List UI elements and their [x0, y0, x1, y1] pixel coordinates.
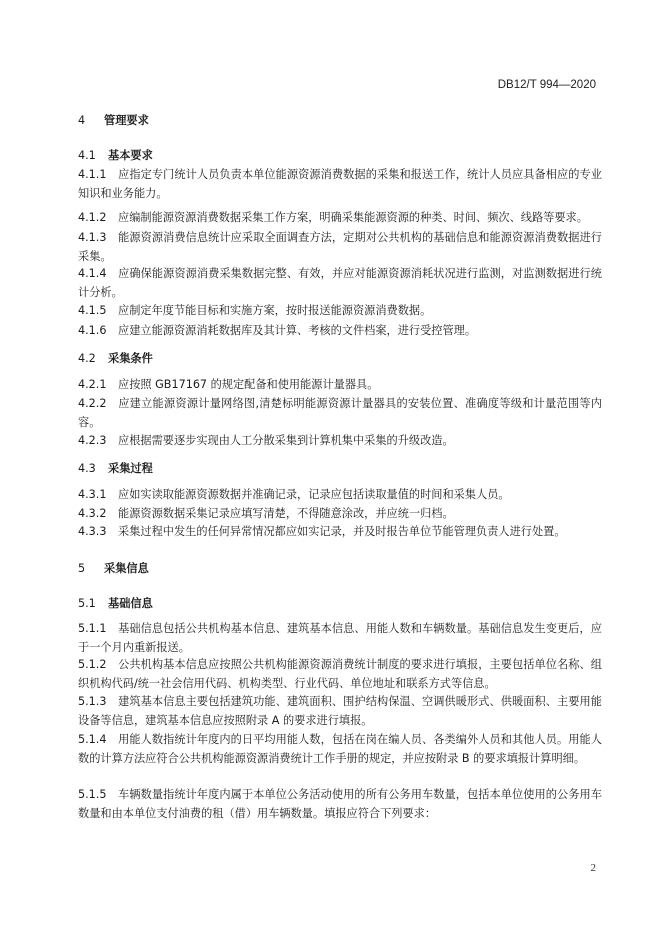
clause-paragraph: [78, 209, 602, 228]
header-rule: [78, 96, 596, 97]
clause-text: 应建立能源资源消耗数据库及其计算、考核的文件档案，进行受控管理。: [118, 324, 477, 337]
heading-title: 采集过程: [108, 462, 153, 475]
heading-title: 采集条件: [108, 352, 153, 365]
clause-number: 4.3.2: [78, 507, 107, 520]
document-code-header: DB12/T 994—2020: [497, 79, 596, 91]
clause-text: 应制定年度节能目标和实施方案，按时报送能源资源消费数据。: [118, 304, 432, 317]
subsection-heading: [78, 595, 602, 611]
clause-number: 4.1.2: [78, 211, 107, 224]
clause-paragraph: [78, 229, 602, 266]
clause-text: 应确保能源资源消费采集数据完整、有效，并应对能源资源消耗状况进行监测，对监测数据进行统计分析。: [78, 267, 602, 299]
clause-paragraph: [78, 322, 602, 341]
subsection-heading: [78, 460, 602, 476]
clause-text: 采集过程中发生的任何异常情况都应如实记录，并及时报告单位节能管理负责人进行处置。: [118, 525, 566, 538]
heading-number: 4.2: [78, 352, 96, 365]
clause-text: 应如实读取能源资源数据并准确记录，记录应包括读取量值的时间和采集人员。: [118, 488, 510, 501]
heading-number: 4: [78, 114, 86, 127]
clause-text: 能源资源消费信息统计应采取全面调查方法，定期对公共机构的基础信息和能源资源消费数据进行采集。: [78, 231, 602, 263]
heading-number: 5: [78, 562, 86, 575]
clause-number: 5.1.1: [78, 622, 107, 635]
clause-text: 建筑基本信息主要包括建筑功能、建筑面积、围护结构保温、空调供暖形式、供暖面积、主要用能设备等信息，建筑基本信息应按照附录 A 的要求进行填报。: [78, 695, 602, 727]
clause-paragraph: [78, 432, 602, 451]
clause-paragraph: [78, 505, 602, 524]
clause-text: 能源资源数据采集记录应填写清楚，不得随意涂改，并应统一归档。: [118, 507, 454, 520]
clause-number: 4.1.4: [78, 267, 107, 280]
clause-number: 5.1.2: [78, 658, 107, 671]
clause-text: 公共机构基本信息应按照公共机构能源资源消费统计制度的要求进行填报，主要包括单位名称、组织机构代码/统一社会信用代码、机构类型、行业代码、单位地址和联系方式等信息。: [78, 658, 602, 690]
heading-number: 5.1: [78, 597, 96, 610]
heading-title: 采集信息: [104, 562, 149, 575]
clause-number: 4.1.1: [78, 168, 107, 181]
clause-paragraph: [78, 302, 602, 321]
clause-text: 应根据需要逐步实现由人工分散采集到计算机集中采集的升级改造。: [118, 434, 454, 447]
clause-number: 4.2.2: [78, 397, 107, 410]
section-heading: [78, 560, 602, 576]
clause-number: 4.3.3: [78, 525, 107, 538]
clause-paragraph: [78, 656, 602, 693]
clause-text: 车辆数量指统计年度内属于本单位公务活动使用的所有公务用车数量，包括本单位使用的公务用车数量和由本单位支付油费的租（借）用车辆数量。填报应符合下列要求：: [78, 788, 602, 820]
page-number: 2: [590, 862, 596, 874]
heading-number: 4.1: [78, 149, 96, 162]
clause-text: 用能人数指统计年度内的日平均用能人数，包括在岗在编人员、各类编外人员和其他人员。用能人数的计算方法应符合公共机构能源资源消费统计工作手册的规定，并应按附录 B 的要求填报计算明细。: [78, 733, 602, 765]
clause-paragraph: [78, 486, 602, 505]
clause-number: 5.1.4: [78, 733, 107, 746]
clause-number: 4.1.6: [78, 324, 107, 337]
subsection-heading: [78, 147, 602, 163]
clause-paragraph: [78, 620, 602, 657]
clause-text: 基础信息包括公共机构基本信息、建筑基本信息、用能人数和车辆数量。基础信息发生变更后，应于一个月内重新报送。: [78, 622, 602, 654]
heading-number: 4.3: [78, 462, 96, 475]
clause-text: 应指定专门统计人员负责本单位能源资源消费数据的采集和报送工作，统计人员应具备相应的专业知识和业务能力。: [78, 168, 602, 200]
clause-paragraph: [78, 523, 602, 542]
heading-title: 基本要求: [108, 149, 153, 162]
section-heading: [78, 112, 602, 128]
clause-paragraph: [78, 731, 602, 768]
clause-text: 应建立能源资源计量网络图,清楚标明能源资源计量器具的安装位置、准确度等级和计量范围等内容。: [78, 397, 602, 429]
clause-paragraph: [78, 693, 602, 730]
clause-paragraph: [78, 166, 602, 203]
heading-title: 管理要求: [104, 114, 149, 127]
clause-number: 5.1.5: [78, 788, 107, 801]
clause-paragraph: [78, 395, 602, 432]
heading-title: 基础信息: [108, 597, 153, 610]
clause-number: 4.1.5: [78, 304, 107, 317]
clause-text: 应按照 GB17167 的规定配备和使用能源计量器具。: [118, 378, 379, 391]
subsection-heading: [78, 350, 602, 366]
clause-number: 4.3.1: [78, 488, 107, 501]
clause-text: 应编制能源资源消费数据采集工作方案，明确采集能源资源的种类、时间、频次、线路等要求。: [118, 211, 588, 224]
clause-paragraph: [78, 786, 602, 823]
clause-number: 4.2.3: [78, 434, 107, 447]
clause-paragraph: [78, 376, 602, 395]
clause-number: 5.1.3: [78, 695, 107, 708]
clause-paragraph: [78, 265, 602, 302]
clause-number: 4.1.3: [78, 231, 107, 244]
clause-number: 4.2.1: [78, 378, 107, 391]
